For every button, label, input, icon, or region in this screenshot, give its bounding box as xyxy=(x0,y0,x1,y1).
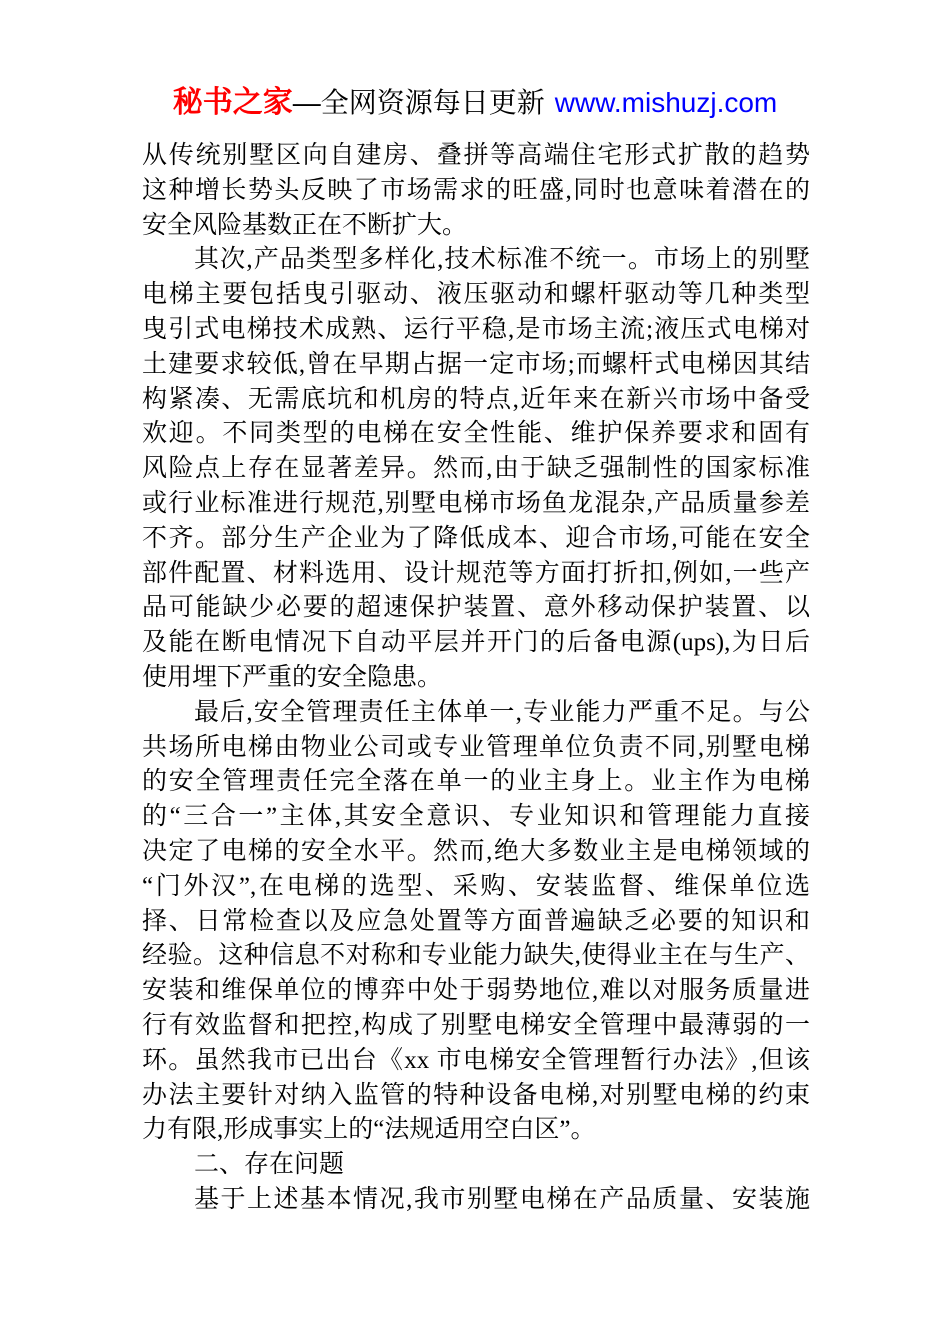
text-line: 或行业标准进行规范,别墅电梯市场鱼龙混杂,产品质量参差 xyxy=(142,489,810,517)
text-line: 基于上述基本情况,我市别墅电梯在产品质量、安装施 xyxy=(194,1185,810,1213)
text-line: 使用埋下严重的安全隐患。 xyxy=(142,663,443,691)
text-line: “门外汉”,在电梯的选型、采购、安装监督、维保单位选 xyxy=(142,872,810,900)
text-line: 安全风险基数正在不断扩大。 xyxy=(142,211,468,239)
text-line: 部件配置、材料选用、设计规范等方面打折扣,例如,一些产 xyxy=(142,559,810,587)
site-url-link[interactable]: www.mishuzj.com xyxy=(554,87,778,118)
text-line: 欢迎。不同类型的电梯在安全性能、维护保养要求和固有 xyxy=(142,420,810,448)
text-line: 安装和维保单位的博弈中处于弱势地位,难以对服务质量进 xyxy=(142,977,810,1005)
text-line: 构紧凑、无需底坑和机房的特点,近年来在新兴市场中备受 xyxy=(142,385,810,413)
text-line: 经验。这种信息不对称和专业能力缺失,使得业主在与生产、 xyxy=(142,942,810,970)
text-line: 的“三合一”主体,其安全意识、专业知识和管理能力直接 xyxy=(142,803,810,831)
text-line: 环。虽然我市已出台《xx 市电梯安全管理暂行办法》,但该 xyxy=(142,1046,810,1074)
site-tagline: —全网资源每日更新 xyxy=(292,87,545,118)
paragraph xyxy=(142,696,810,1148)
text-line: 力有限,形成事实上的“法规适用空白区”。 xyxy=(142,1116,596,1144)
document-body xyxy=(142,139,810,1218)
text-line: 共场所电梯由物业公司或专业管理单位负责不同,别墅电梯 xyxy=(142,733,810,761)
site-brand: 秘书之家 xyxy=(172,86,293,119)
text-line: 从传统别墅区向自建房、叠拼等高端住宅形式扩散的趋势 xyxy=(142,142,810,169)
site-header xyxy=(0,82,950,124)
text-line: 行有效监督和把控,构成了别墅电梯安全管理中最薄弱的一 xyxy=(142,1011,810,1039)
text-line: 择、日常检查以及应急处置等方面普遍缺乏必要的知识和 xyxy=(142,907,810,935)
text-line: 办法主要针对纳入监管的特种设备电梯,对别墅电梯的约束 xyxy=(142,1081,810,1109)
text-line: 最后,安全管理责任主体单一,专业能力严重不足。与公 xyxy=(194,698,810,726)
text-line: 品可能缺少必要的超速保护装置、意外移动保护装置、以 xyxy=(142,594,810,622)
paragraph xyxy=(142,243,810,695)
text-line: 决定了电梯的安全水平。然而,绝大多数业主是电梯领域的 xyxy=(142,837,810,865)
text-line: 其次,产品类型多样化,技术标准不统一。市场上的别墅 xyxy=(194,246,810,274)
text-line: 及能在断电情况下自动平层并开门的后备电源(ups),为日后 xyxy=(142,629,810,657)
text-line: 不齐。部分生产企业为了降低成本、迎合市场,可能在安全 xyxy=(142,524,810,552)
text-line: 二、存在问题 xyxy=(194,1151,345,1179)
text-line: 土建要求较低,曾在早期占据一定市场;而螺杆式电梯因其结 xyxy=(142,350,810,378)
text-line: 这种增长势头反映了市场需求的旺盛,同时也意味着潜在的 xyxy=(142,176,810,204)
paragraph xyxy=(142,139,810,243)
text-line: 曳引式电梯技术成熟、运行平稳,是市场主流;液压式电梯对 xyxy=(142,315,810,343)
text-line: 风险点上存在显著差异。然而,由于缺乏强制性的国家标准 xyxy=(142,455,810,483)
text-line: 的安全管理责任完全落在单一的业主身上。业主作为电梯 xyxy=(142,768,810,796)
text-line: 电梯主要包括曳引驱动、液压驱动和螺杆驱动等几种类型 xyxy=(142,281,810,309)
paragraph xyxy=(142,1183,810,1218)
paragraph xyxy=(142,1148,810,1183)
